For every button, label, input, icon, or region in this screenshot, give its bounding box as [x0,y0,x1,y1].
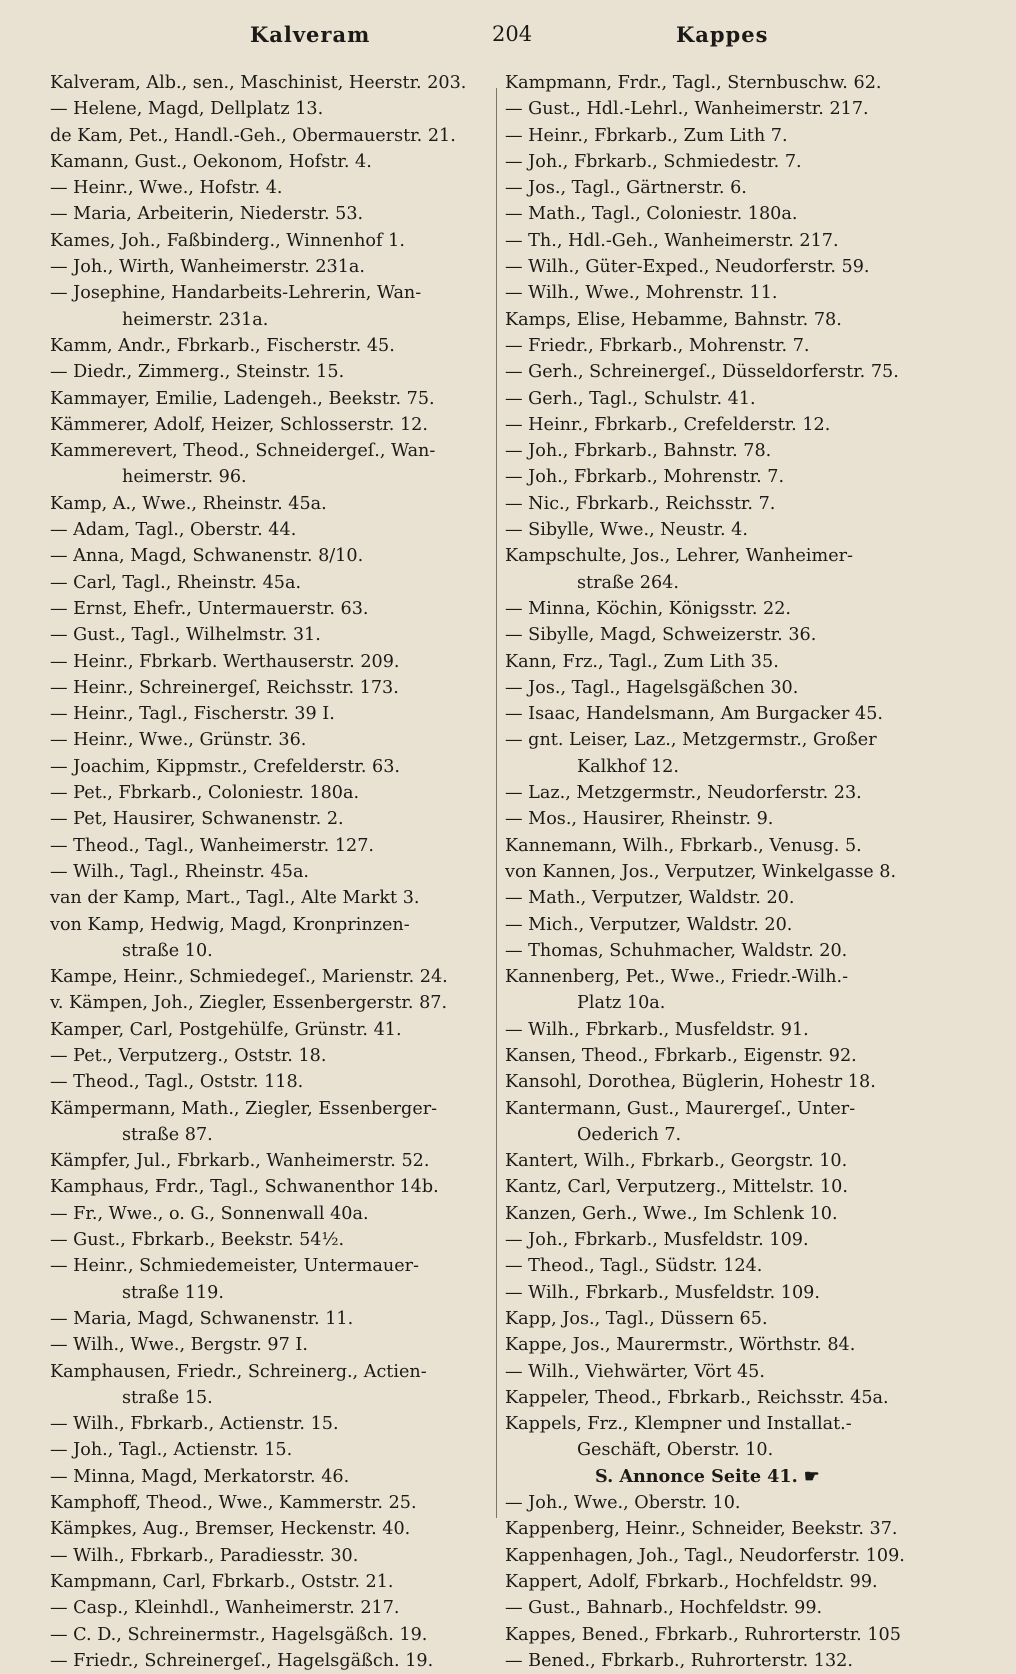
directory-entry: — Wilh., Fbrkarb., Paradiesstr. 30. [50,1545,359,1566]
directory-entry: — Pet., Verputzerg., Oststr. 18. [50,1045,327,1066]
directory-entry: Kampe, Heinr., Schmiedegeſ., Marienstr. 24. [50,967,448,988]
directory-entry: — Anna, Magd, Schwanenstr. 8/10. [50,546,364,567]
directory-entry: — Laz., Metzgermstr., Neudorferstr. 23. [505,783,862,804]
directory-entry: — Joh., Fbrkarb., Musfeldstr. 109. [505,1230,809,1251]
directory-entry: — Sibylle, Wwe., Neustr. 4. [505,520,748,541]
directory-entry: — Friedr., Schreinergeſ., Hagelsgäßch. 19. [50,1650,434,1671]
directory-entry: Kappe, Jos., Maurermstr., Wörthstr. 84. [505,1335,856,1356]
directory-entry: Kampmann, Frdr., Tagl., Sternbuschw. 62. [505,73,882,93]
directory-entry: Kammayer, Emilie, Ladengeh., Beekstr. 75. [50,388,435,409]
directory-entry: — Gust., Tagl., Wilhelmstr. 31. [50,625,321,646]
entry-continuation: Kalkhof 12. [577,756,679,777]
directory-entry: — Theod., Tagl., Südstr. 124. [505,1256,763,1277]
directory-entry: — Maria, Magd, Schwanenstr. 11. [50,1308,354,1329]
directory-entry: — Bened., Fbrkarb., Ruhrorterstr. 132. [505,1650,853,1671]
directory-entry: — Casp., Kleinhdl., Wanheimerstr. 217. [50,1598,400,1619]
column-divider [496,88,497,1518]
directory-entry: — gnt. Leiser, Laz., Metzgermstr., Großer [505,730,877,751]
directory-entry: Kamphausen, Friedr., Schreinerg., Actien- [50,1361,427,1382]
directory-entry: — Adam, Tagl., Oberstr. 44. [50,520,297,541]
directory-entry: — Helene, Magd, Dellplatz 13. [50,99,324,120]
directory-entry: — Gust., Bahnarb., Hochfeldstr. 99. [505,1598,823,1619]
directory-entry: — Heinr., Wwe., Hofstr. 4. [50,178,283,199]
directory-entry: Kames, Joh., Faßbinderg., Winnenhof 1. [50,230,405,251]
directory-entry: Kämpfer, Jul., Fbrkarb., Wanheimerstr. 52. [50,1151,430,1172]
directory-entry: Kannenberg, Pet., Wwe., Friedr.-Wilh.- [505,967,849,988]
directory-entry: Kantz, Carl, Verputzerg., Mittelstr. 10. [505,1177,848,1198]
directory-entry: Kappeler, Theod., Fbrkarb., Reichsstr. 45a. [505,1387,889,1408]
directory-entry: — Heinr., Wwe., Grünstr. 36. [50,730,307,751]
directory-entry: — Math., Verputzer, Waldstr. 20. [505,888,795,909]
directory-entry: — Pet., Fbrkarb., Coloniestr. 180a. [50,783,360,804]
directory-entry: — Gerh., Schreinergeſ., Düsseldorferstr. 75. [505,362,899,383]
directory-entry: — Joachim, Kippmstr., Crefelderstr. 63. [50,756,400,777]
directory-entry: — C. D., Schreinermstr., Hagelsgäßch. 19. [50,1624,428,1645]
directory-entry: Kannemann, Wilh., Fbrkarb., Venusg. 5. [505,835,862,856]
directory-entry: v. Kämpen, Joh., Ziegler, Essenbergerstr. 87. [50,993,448,1014]
entry-continuation: Platz 10a. [577,993,666,1014]
directory-entry: — Minna, Magd, Merkatorstr. 46. [50,1466,350,1487]
directory-entry: — Heinr., Schmiedemeister, Untermauer- [50,1256,420,1277]
entry-continuation: straße 264. [577,572,679,593]
directory-entry: — Theod., Tagl., Wanheimerstr. 127. [50,835,375,856]
directory-entry: — Nic., Fbrkarb., Reichsstr. 7. [505,493,776,514]
directory-entry: Kanzen, Gerh., Wwe., Im Schlenk 10. [505,1203,838,1224]
directory-entry: Kantermann, Gust., Maurergeſ., Unter- [505,1098,856,1119]
directory-entry: Kansen, Theod., Fbrkarb., Eigenstr. 92. [505,1045,857,1066]
directory-entry: Kamper, Carl, Postgehülfe, Grünstr. 41. [50,1019,402,1040]
directory-entry: Kappels, Frz., Klempner und Installat.- [505,1414,852,1435]
directory-entry: Kappes, Bened., Fbrkarb., Ruhrorterstr. 105 [505,1624,901,1645]
directory-entry: — Thomas, Schuhmacher, Waldstr. 20. [505,940,848,961]
directory-entry: Kämmerer, Adolf, Heizer, Schlosserstr. 12. [50,414,428,435]
directory-entry: — Math., Tagl., Coloniestr. 180a. [505,204,798,225]
directory-entry: — Heinr., Tagl., Fischerstr. 39 I. [50,704,335,725]
entry-continuation: heimerstr. 96. [122,467,247,488]
directory-entry: — Isaac, Handelsmann, Am Burgacker 45. [505,704,884,725]
directory-entry: Kamphaus, Frdr., Tagl., Schwanenthor 14b. [50,1177,439,1198]
directory-entry: Kalveram, Alb., sen., Maschinist, Heerstr. 203. [50,73,467,93]
entry-continuation: Geschäft, Oberstr. 10. [577,1440,774,1461]
directory-entry: — Diedr., Zimmerg., Steinstr. 15. [50,362,345,383]
directory-entry: Kamphoff, Theod., Wwe., Kammerstr. 25. [50,1493,417,1514]
directory-entry: — Wilh., Wwe., Bergstr. 97 I. [50,1335,308,1356]
directory-entry: Kann, Frz., Tagl., Zum Lith 35. [505,651,779,672]
header-first-entry: Kalveram [250,22,371,47]
directory-entry: — Joh., Wwe., Oberstr. 10. [505,1493,741,1514]
directory-entry: — Heinr., Fbrkarb. Werthauserstr. 209. [50,651,400,672]
directory-entry: — Gust., Fbrkarb., Beekstr. 54½. [50,1230,345,1251]
directory-entry: — Wilh., Wwe., Mohrenstr. 11. [505,283,778,304]
directory-entry: von Kamp, Hedwig, Magd, Kronprinzen- [50,914,410,935]
directory-entry: Kampschulte, Jos., Lehrer, Wanheimer- [505,546,853,567]
directory-entry: Kantert, Wilh., Fbrkarb., Georgstr. 10. [505,1151,848,1172]
directory-entry: — Wilh., Fbrkarb., Actienstr. 15. [50,1414,339,1435]
entry-continuation: straße 87. [122,1124,213,1145]
directory-entry: — Jos., Tagl., Hagelsgäßchen 30. [505,677,799,698]
directory-entry: — Heinr., Fbrkarb., Crefelderstr. 12. [505,414,831,435]
entry-continuation: Oederich 7. [577,1124,682,1145]
directory-entry: van der Kamp, Mart., Tagl., Alte Markt 3. [50,888,420,909]
directory-entry: — Wilh., Güter-Exped., Neudorferstr. 59. [505,257,870,278]
directory-entry: — Gust., Hdl.-Lehrl., Wanheimerstr. 217. [505,99,869,120]
directory-entry: — Minna, Köchin, Königsstr. 22. [505,598,792,619]
directory-entry: — Ernst, Ehefr., Untermauerstr. 63. [50,598,369,619]
directory-entry: Kamm, Andr., Fbrkarb., Fischerstr. 45. [50,335,395,356]
directory-entry: — Joh., Fbrkarb., Bahnstr. 78. [505,441,772,462]
directory-entry: von Kannen, Jos., Verputzer, Winkelgasse 8. [505,861,897,882]
directory-entry: — Carl, Tagl., Rheinstr. 45a. [50,572,302,593]
directory-entry: — Joh., Tagl., Actienstr. 15. [50,1440,293,1461]
directory-entry: Kappenberg, Heinr., Schneider, Beekstr. 37. [505,1519,898,1540]
entry-continuation: straße 15. [122,1387,213,1408]
directory-entry: — Wilh., Fbrkarb., Musfeldstr. 109. [505,1282,820,1303]
directory-entry: Kamann, Gust., Oekonom, Hofstr. 4. [50,151,372,172]
entry-continuation: straße 119. [122,1282,224,1303]
directory-entry: Kappert, Adolf, Fbrkarb., Hochfeldstr. 99. [505,1571,878,1592]
right-column [505,70,955,1674]
directory-entry: — Sibylle, Magd, Schweizerstr. 36. [505,625,817,646]
directory-entry: — Joh., Wirth, Wanheimerstr. 231a. [50,257,366,278]
directory-entry: — Mich., Verputzer, Waldstr. 20. [505,914,793,935]
directory-entry: — Jos., Tagl., Gärtnerstr. 6. [505,178,747,199]
entry-continuation: heimerstr. 231a. [122,309,269,330]
directory-entry: — Wilh., Viehwärter, Vört 45. [505,1361,765,1382]
left-column [50,70,488,1674]
directory-entry: — Mos., Hausirer, Rheinstr. 9. [505,809,774,830]
directory-entry: — Joh., Fbrkarb., Schmiedestr. 7. [505,151,802,172]
entry-continuation: straße 10. [122,940,213,961]
directory-entry: — Pet, Hausirer, Schwanenstr. 2. [50,809,344,830]
page-number: 204 [492,22,533,46]
directory-entry: Kämpermann, Math., Ziegler, Essenberger- [50,1098,438,1119]
header-last-entry: Kappes [676,22,769,47]
directory-entry: — Heinr., Fbrkarb., Zum Lith 7. [505,125,788,146]
directory-entry: de Kam, Pet., Handl.-Geh., Obermauerstr. 21. [50,125,456,146]
directory-entry: Kämpkes, Aug., Bremser, Heckenstr. 40. [50,1519,411,1540]
directory-entry: Kamps, Elise, Hebamme, Bahnstr. 78. [505,309,842,330]
directory-entry: — Maria, Arbeiterin, Niederstr. 53. [50,204,364,225]
directory-entry: — Joh., Fbrkarb., Mohrenstr. 7. [505,467,785,488]
directory-entry: — Theod., Tagl., Oststr. 118. [50,1072,304,1093]
directory-entry: — Heinr., Schreinergeſ, Reichsstr. 173. [50,677,399,698]
annonce-reference: S. Annonce Seite 41. ☛ [595,1465,820,1487]
directory-entry: Kansohl, Dorothea, Büglerin, Hohestr 18. [505,1072,876,1093]
directory-entry: — Fr., Wwe., o. G., Sonnenwall 40a. [50,1203,369,1224]
directory-entry: Kapp, Jos., Tagl., Düssern 65. [505,1308,768,1329]
directory-entry: Kamp, A., Wwe., Rheinstr. 45a. [50,493,327,514]
directory-entry: — Gerh., Tagl., Schulstr. 41. [505,388,756,409]
directory-entry: Kampmann, Carl, Fbrkarb., Oststr. 21. [50,1571,394,1592]
directory-entry: — Wilh., Fbrkarb., Musfeldstr. 91. [505,1019,809,1040]
directory-entry: — Friedr., Fbrkarb., Mohrenstr. 7. [505,335,810,356]
directory-entry: Kappenhagen, Joh., Tagl., Neudorferstr. 109. [505,1545,905,1566]
directory-entry: — Wilh., Tagl., Rheinstr. 45a. [50,861,310,882]
directory-entry: — Josephine, Handarbeits-Lehrerin, Wan- [50,283,422,304]
directory-entry: — Th., Hdl.-Geh., Wanheimerstr. 217. [505,230,839,251]
directory-entry: Kammerevert, Theod., Schneidergeſ., Wan- [50,441,436,462]
